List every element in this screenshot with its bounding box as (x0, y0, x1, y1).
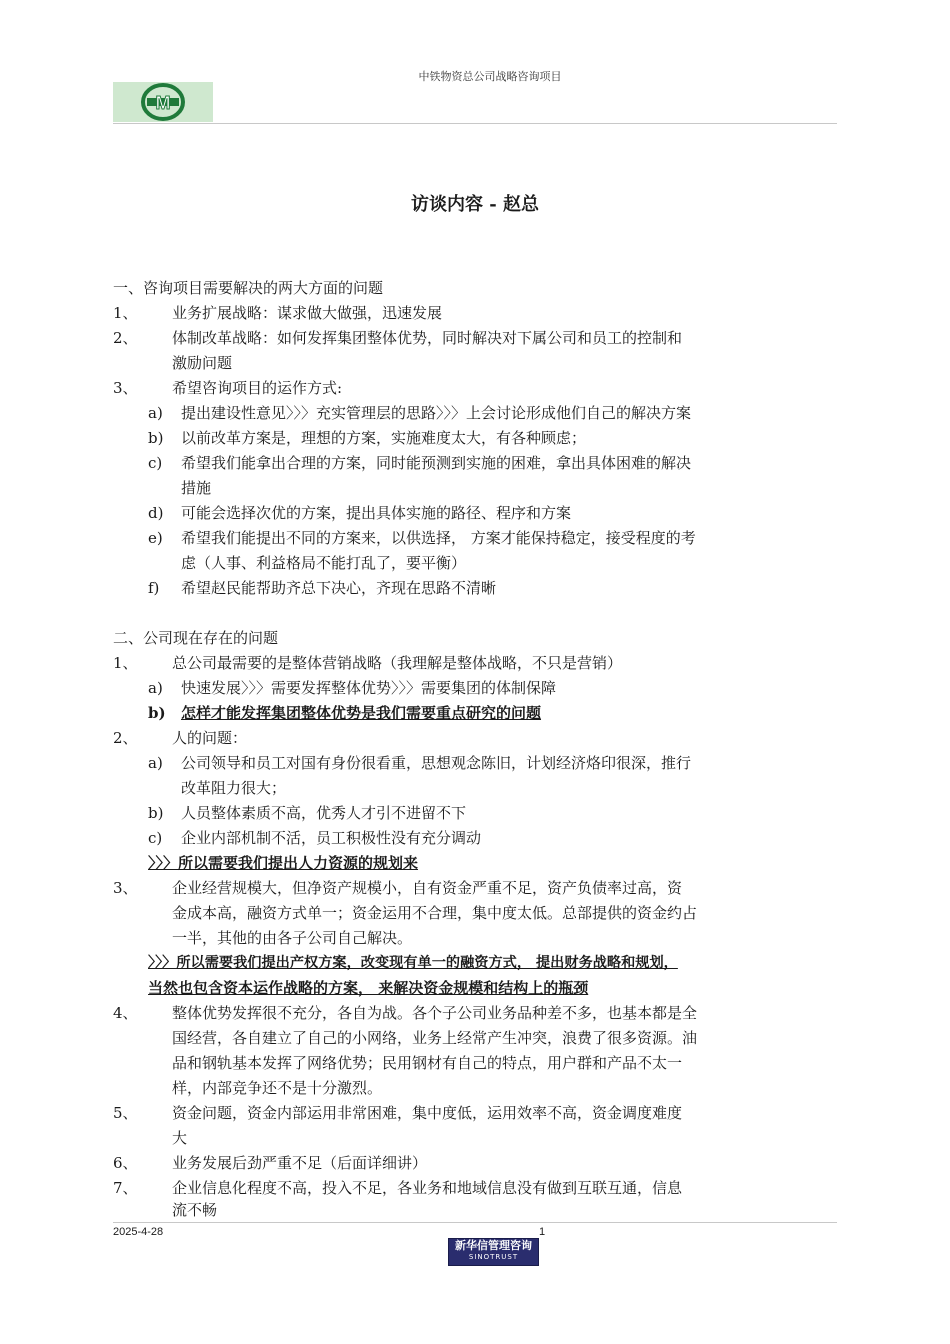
key-point: 〉〉〉所以需要我们提出产权方案，改变现有单一的融资方式， 提出财务战略和规划， (148, 955, 678, 971)
list-item: 金成本高，融资方式单一；资金运用不合理，集中度太低。总部提供的资金约占 (172, 904, 698, 922)
sub-label: c) (148, 454, 163, 472)
sub-item: 快速发展〉〉〉需要发挥整体优势〉〉〉需要集团的体制保障 (181, 679, 557, 697)
item-number: 7、 (113, 1179, 138, 1197)
list-item: 一半，其他的由各子公司自己解决。 (172, 929, 413, 947)
sinotrust-logo-icon (448, 1238, 539, 1266)
item-number: 5、 (113, 1104, 138, 1122)
sub-item: 希望赵民能帮助齐总下决心，齐现在思路不清晰 (181, 579, 497, 597)
item-number: 3、 (113, 879, 138, 897)
sinotrust-logo-text: 新华信管理咨询 (455, 1239, 532, 1252)
list-item: 业务发展后劲严重不足（后面详细讲） (172, 1154, 428, 1172)
list-item: 希望咨询项目的运作方式: (172, 379, 343, 397)
sub-item: 希望我们能提出不同的方案来，以供选择， 方案才能保持稳定，接受程度的考 (181, 529, 696, 547)
sinotrust-logo-sub: SINOTRUST (468, 1253, 519, 1261)
item-number: 4、 (113, 1004, 138, 1022)
item-number: 1、 (113, 304, 138, 322)
item-number: 2、 (113, 729, 138, 747)
sub-label: c) (148, 829, 163, 847)
key-point: 当然也包含资本运作战略的方案， 来解决资金规模和结构上的瓶颈 (148, 979, 589, 997)
section-heading: 一、咨询项目需要解决的两大方面的问题 (113, 279, 384, 297)
header-title: 中铁物资总公司战略咨询项目 (418, 70, 562, 83)
item-number: 6、 (113, 1154, 138, 1172)
key-point: 怎样才能发挥集团整体优势是我们需要重点研究的问题 (181, 704, 542, 722)
sub-item: 提出建设性意见〉〉〉充实管理层的思路〉〉〉上会讨论形成他们自己的解决方案 (181, 404, 692, 422)
zhongtie-logo-icon (113, 82, 213, 122)
sub-label: a) (148, 404, 163, 422)
sub-label: e) (148, 529, 163, 547)
sub-label: a) (148, 754, 163, 772)
sub-label: b) (148, 704, 166, 722)
item-number: 3、 (113, 379, 138, 397)
sub-label: a) (148, 679, 163, 697)
sub-label: b) (148, 804, 164, 822)
item-number: 1、 (113, 654, 138, 672)
list-item: 激励问题 (172, 354, 233, 372)
sub-item: 可能会选择次优的方案，提出具体实施的路径、程序和方案 (181, 504, 572, 522)
sub-item: 改革阻力很大； (181, 779, 287, 797)
list-item: 品和钢轨基本发挥了网络优势；民用钢材有自己的特点，用户群和产品不太一 (172, 1054, 683, 1072)
list-item: 体制改革战略：如何发挥集团整体优势，同时解决对下属公司和员工的控制和 (172, 329, 683, 347)
list-item: 资金问题，资金内部运用非常困难，集中度低，运用效率不高，资金调度难度 (172, 1104, 683, 1122)
item-number: 2、 (113, 329, 138, 347)
list-item: 企业经营规模大，但净资产规模小，自有资金严重不足，资产负债率过高，资 (172, 879, 683, 897)
key-point: 〉〉〉所以需要我们提出人力资源的规划来 (148, 854, 419, 872)
sub-label: b) (148, 429, 164, 447)
header-divider (113, 123, 837, 124)
list-item: 样，内部竞争还不是十分激烈。 (172, 1079, 383, 1097)
sub-item: 人员整体素质不高，优秀人才引不进留不下 (181, 804, 467, 822)
sub-label: d) (148, 504, 164, 522)
list-item: 国经营，各自建立了自己的小网络，业务上经常产生冲突，浪费了很多资源。油 (172, 1029, 698, 1047)
sub-label: f) (148, 579, 160, 597)
list-item: 流不畅 (172, 1201, 218, 1219)
sub-item: 虑（人事、利益格局不能打乱了，要平衡） (181, 554, 467, 572)
sub-item: 以前改革方案是，理想的方案，实施难度太大，有各种顾虑； (181, 429, 587, 447)
svg-text:M: M (155, 93, 171, 113)
section-heading: 二、公司现在存在的问题 (113, 629, 279, 647)
list-item: 整体优势发挥很不充分，各自为战。各个子公司业务品种差不多，也基本都是全 (172, 1004, 698, 1022)
list-item: 企业信息化程度不高，投入不足，各业务和地域信息没有做到互联互通，信息 (172, 1179, 683, 1197)
sub-item: 措施 (181, 479, 212, 497)
sub-item: 希望我们能拿出合理的方案，同时能预测到实施的困难，拿出具体困难的解决 (181, 454, 692, 472)
list-item: 大 (172, 1129, 188, 1147)
list-item: 业务扩展战略：谋求做大做强，迅速发展 (172, 304, 443, 322)
footer-date: 2025-4-28 (113, 1226, 164, 1238)
page-number: 1 (539, 1226, 546, 1238)
sub-item: 企业内部机制不活，员工积极性没有充分调动 (181, 829, 482, 847)
sub-item: 公司领导和员工对国有身份很看重，思想观念陈旧，计划经济烙印很深，推行 (181, 754, 692, 772)
footer-divider (113, 1222, 837, 1223)
list-item: 总公司最需要的是整体营销战略（我理解是整体战略，不只是营销） (172, 654, 623, 672)
list-item: 人的问题： (172, 729, 248, 747)
page-title: 访谈内容 - 赵总 (410, 194, 539, 215)
